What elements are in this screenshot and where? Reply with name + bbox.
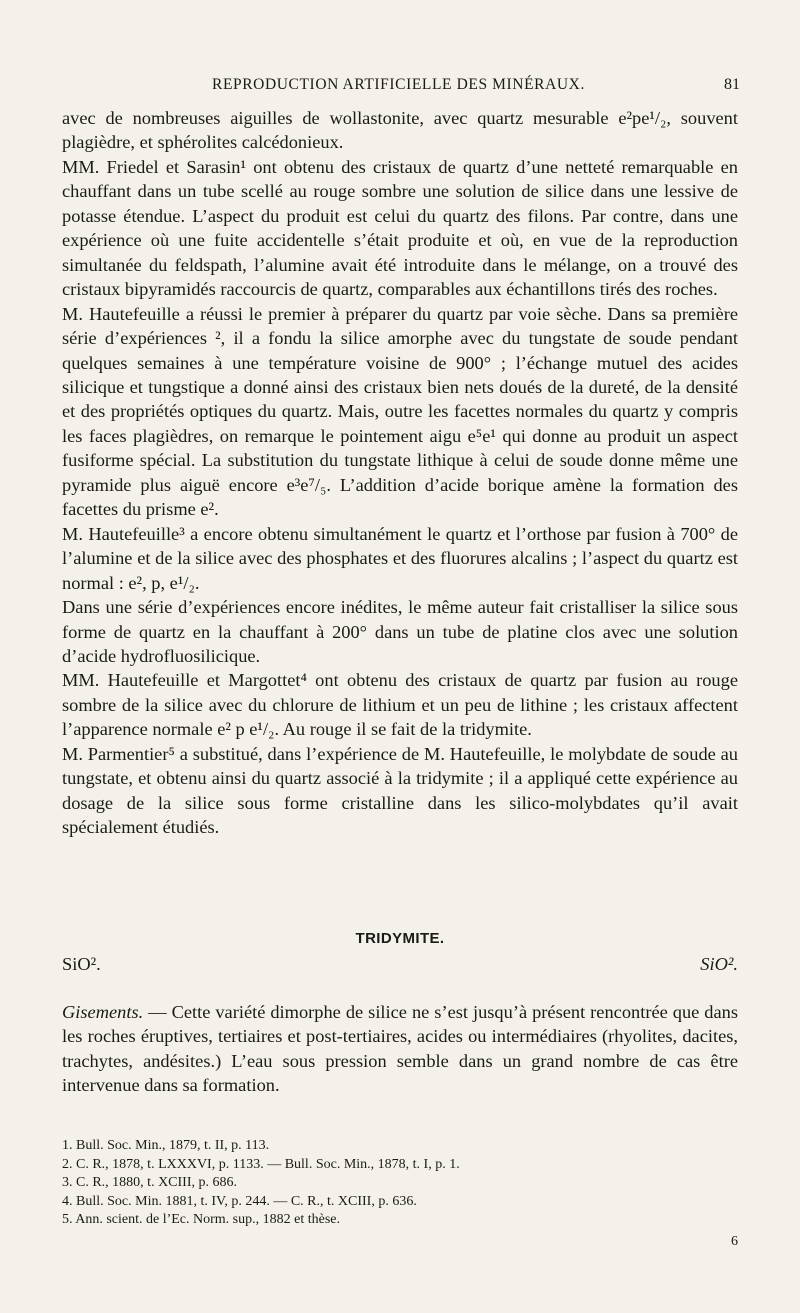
paragraph: Dans une série d’expériences encore inédites, le même auteur fait cristalliser la silice sous forme de quartz en la chauffant à 200° dans un tube de platine clos avec une solution d’acide hydrofluosilicique.	[62, 597, 738, 666]
formula-left: SiO².	[62, 954, 101, 974]
paragraph: MM. Friedel et Sarasin¹ ont obtenu des cristaux de quartz d’une netteté remarquable en chauffant dans un tube scellé au rouge sombre une solution de silice dans une lessive de potasse étendue. L’aspect du produit est celui du quartz des filons. Par contre, dans une expérience où une fuite accidentelle s’était produite et où, en vue de la reproduction simultanée du feldspath, l’alumine avait été introduite dans le mélange, on a trouvé des cristaux bipyramidés raccourcis de quartz, comparables aux échantillons tirés des roches.	[62, 156, 738, 300]
footnote: 2. C. R., 1878, t. LXXXVI, p. 1133. — Bull. Soc. Min., 1878, t. I, p. 1.	[62, 1156, 460, 1172]
signature-mark: 6	[731, 1234, 738, 1249]
footnotes	[62, 1137, 738, 1230]
gisements-paragraph	[62, 1000, 738, 1098]
paragraph: M. Hautefeuille³ a encore obtenu simultanément le quartz et l’orthose par fusion à 700° de l’alumine et de la silice avec des phosphates et des fluorures alcalins ; l’aspect du quartz est normal : e², p, e¹/₂.	[62, 523, 738, 593]
paragraph: MM. Hautefeuille et Margottet⁴ ont obtenu des cristaux de quartz par fusion au rouge sombre de la silice avec du chlorure de lithium et un peu de lithine ; les cristaux affectent l’apparence normale e² p e¹/₂. Au rouge il se fait de la tridymite.	[62, 670, 738, 740]
running-head: REPRODUCTION ARTIFICIELLE DES MINÉRAUX.	[212, 76, 585, 93]
paragraph: M. Parmentier⁵ a substitué, dans l’expérience de M. Hautefeuille, le molybdate de soude au tungstate, et obtenu ainsi du quartz associé à la tridymite ; il a appliqué cette expérience au dosage de la silice sous forme cristalline dans les silico-molybdates qu’il avait spécialement étudiés.	[62, 743, 738, 838]
gisements-lead: Gisements.	[62, 1002, 144, 1022]
page-header	[62, 74, 738, 98]
formula-right: SiO².	[700, 954, 738, 974]
footnote: 3. C. R., 1880, t. XCIII, p. 686.	[62, 1175, 237, 1191]
footnote: 4. Bull. Soc. Min. 1881, t. IV, p. 244. — C. R., t. XCIII, p. 636.	[62, 1193, 417, 1209]
page-number: 81	[724, 76, 740, 93]
body-text	[62, 106, 738, 840]
section-title: TRIDYMITE.	[355, 930, 445, 947]
paragraph: avec de nombreuses aiguilles de wollastonite, avec quartz mesurable e²pe¹/₂, souvent plagièdre, et sphérolites calcédonieux.	[62, 108, 738, 153]
paragraph: M. Hautefeuille a réussi le premier à préparer du quartz par voie sèche. Dans sa première série d’expériences ², il a fondu la silice amorphe avec du tungstate de soude pendant quelques semaines à une température voisine de 900° ; l’échange mutuel des acides silicique et tungstique a donné ainsi des cristaux bien nets doués de la dureté, de la densité et des propriétés optiques du quartz. Mais, outre les facettes normales du quartz y compris les faces plagièdres, on remarque le pointement aigu e⁵e¹ qui donne au produit un aspect fusiforme spécial. La substitution du tungstate lithique à celui de soude donne même une pyramide plus aiguë encore e³e⁷/₅. L’addition d’acide borique amène la formation des facettes du prisme e².	[62, 303, 738, 520]
footnote: 1. Bull. Soc. Min., 1879, t. II, p. 113.	[62, 1138, 270, 1153]
footnote: 5. Ann. scient. de l’Ec. Norm. sup., 1882 et thèse.	[62, 1212, 341, 1228]
gisements-text: — Cette variété dimorphe de silice ne s’est jusqu’à présent rencontrée que dans les roches éruptives, tertiaires et post-tertiaires, acides ou intermédiaires (rhyolites, dacites, trachytes, andésites.) L’eau sous pression semble dans un grand nombre de cas être intervenue dans sa formation.	[62, 1002, 738, 1096]
